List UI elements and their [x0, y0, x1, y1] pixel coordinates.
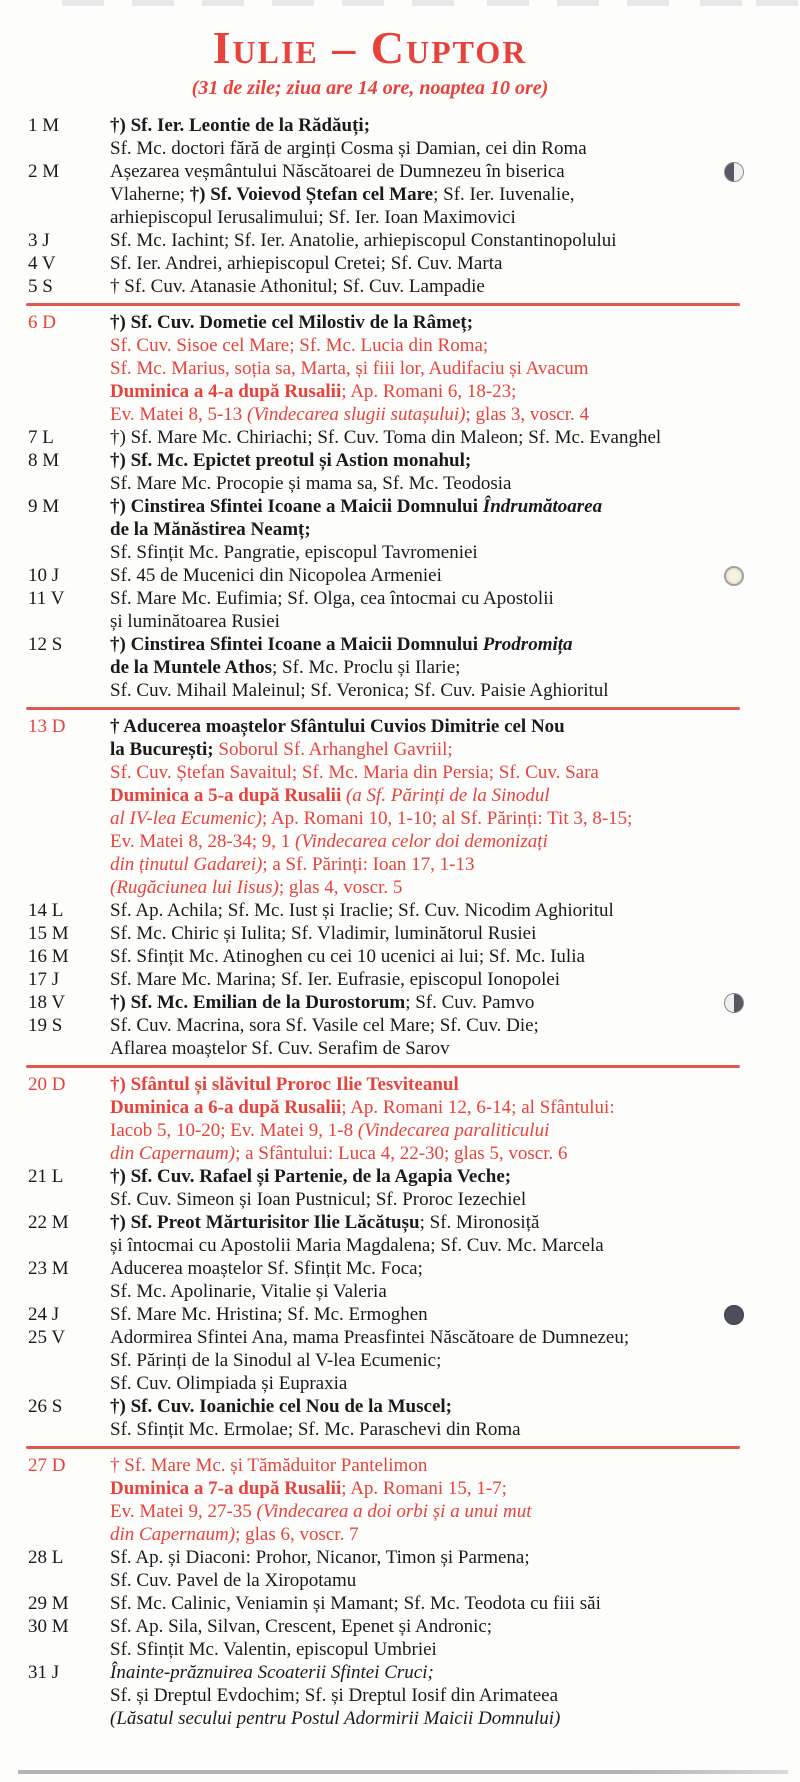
calendar-day-row	[0, 495, 800, 564]
day-entry-text	[110, 275, 800, 298]
calendar-day-row	[0, 1546, 800, 1592]
calendar-day-row	[0, 1073, 800, 1165]
day-entry-text	[110, 564, 800, 587]
scan-artifact	[202, 0, 244, 6]
day-entry-text	[110, 899, 800, 922]
day-entry-text	[110, 252, 800, 275]
entry-line: (Lăsatul secului pentru Postul Adormirii Maicii Domnului)	[110, 1708, 561, 1729]
entry-line: Înainte-prăznuirea Scoaterii Sfintei Cruci;	[110, 1662, 434, 1683]
entry-line: din Capernaum); a Sfântului: Luca 4, 22-30; glas 5, voscr. 6	[110, 1143, 568, 1164]
entry-line: Sf. Cuv. Ștefan Savaitul; Sf. Mc. Maria din Persia; Sf. Cuv. Sara	[110, 762, 599, 783]
entry-line: Sf. Cuv. Mihail Maleinul; Sf. Veronica; Sf. Cuv. Paisie Aghioritul	[110, 680, 609, 701]
day-label: 28 L	[28, 1547, 64, 1568]
calendar-day-row	[0, 114, 800, 160]
moon-first-quarter-icon	[724, 162, 744, 182]
day-entry-text	[110, 1454, 800, 1546]
entry-line: Sf. Mc. doctori fără de arginți Cosma și Damian, cei din Roma	[110, 138, 587, 159]
entry-line: Sf. Mare Mc. Hristina; Sf. Mc. Ermoghen	[110, 1304, 428, 1325]
entry-line: Sf. Mare Mc. Procopie și mama sa, Sf. Mc. Teodosia	[110, 473, 512, 494]
calendar-day-row	[0, 1592, 800, 1615]
day-entry-text	[110, 1165, 800, 1211]
calendar-day-row	[0, 564, 800, 587]
entry-line: †) Sf. Mare Mc. Chiriachi; Sf. Cuv. Toma din Maleon; Sf. Mc. Evanghel	[110, 427, 662, 448]
entry-line: Așezarea veșmântului Născătoarei de Dumnezeu în biserica	[110, 161, 565, 182]
entry-line: †) Sf. Cuv. Ioanichie cel Nou de la Muscel;	[110, 1396, 452, 1417]
entry-line: Sf. Sfințit Mc. Atinoghen cu cei 10 ucenici ai lui; Sf. Mc. Iulia	[110, 946, 585, 967]
scan-artifact	[627, 0, 669, 6]
scan-artifact	[132, 0, 174, 6]
day-entry-text	[110, 1546, 800, 1592]
day-entry-text	[110, 991, 800, 1014]
scan-artifact	[487, 0, 529, 6]
day-entry-text	[110, 1326, 800, 1395]
calendar-day-row	[0, 1326, 800, 1395]
entry-line: Sf. Părinți de la Sinodul al V-lea Ecumenic;	[110, 1350, 442, 1371]
entry-line: Sf. Ap. și Diaconi: Prohor, Nicanor, Timon și Parmena;	[110, 1547, 530, 1568]
calendar-day-row	[0, 899, 800, 922]
day-entry-text	[110, 1303, 800, 1326]
calendar-day-row	[0, 1615, 800, 1661]
day-entry-text	[110, 311, 800, 426]
entry-line: †) Sf. Preot Mărturisitor Ilie Lăcătușu; Sf. Mironosiță	[110, 1212, 540, 1233]
day-label: 30 M	[28, 1616, 69, 1637]
day-entry-text	[110, 587, 800, 633]
day-label: 9 M	[28, 496, 60, 517]
day-label: 27 D	[28, 1455, 66, 1476]
entry-line: Duminica a 6-a după Rusalii; Ap. Romani 12, 6-14; al Sfântului:	[110, 1097, 615, 1118]
entry-line: Sf. Cuv. Olimpiada și Eupraxia	[110, 1373, 348, 1394]
day-entry-text	[110, 945, 800, 968]
day-label: 18 V	[28, 992, 66, 1013]
page-header	[0, 0, 740, 101]
day-label: 12 S	[28, 634, 63, 655]
entry-line: †) Sf. Mc. Emilian de la Durostorum; Sf. Cuv. Pamvo	[110, 992, 535, 1013]
entry-line: și luminătoarea Rusiei	[110, 611, 280, 632]
page-title: Iulie – Cuptor	[212, 22, 528, 73]
entry-line: de la Mănăstirea Neamț;	[110, 519, 311, 540]
entry-line: Sf. Mc. Apolinarie, Vitalie și Valeria	[110, 1281, 387, 1302]
entry-line: Sf. Cuv. Sisoe cel Mare; Sf. Mc. Lucia din Roma;	[110, 335, 489, 356]
day-label: 17 J	[28, 969, 60, 990]
scan-artifact	[62, 0, 104, 6]
calendar-day-row	[0, 1014, 800, 1060]
entry-line: Sf. Cuv. Macrina, sora Sf. Vasile cel Mare; Sf. Cuv. Die;	[110, 1015, 539, 1036]
day-label: 13 D	[28, 716, 66, 737]
day-entry-text	[110, 426, 800, 449]
entry-line: din ținutul Gadarei); a Sf. Părinți: Ioan 17, 1-13	[110, 854, 475, 875]
entry-line: Aflarea moaștelor Sf. Cuv. Serafim de Sarov	[110, 1038, 450, 1059]
entry-line: la București; Soborul Sf. Arhanghel Gavriil;	[110, 739, 453, 760]
calendar-day-row	[0, 922, 800, 945]
entry-line: †) Cinstirea Sfintei Icoane a Maicii Domnului Prodromița	[110, 634, 573, 655]
entry-line: Sf. Sfințit Mc. Valentin, episcopul Umbriei	[110, 1639, 437, 1660]
sunday-separator-rule	[26, 1065, 740, 1068]
day-entry-text	[110, 1395, 800, 1441]
entry-line: †) Sfântul și slăvitul Proroc Ilie Tesviteanul	[110, 1074, 459, 1095]
day-label: 10 J	[28, 565, 60, 586]
calendar-day-row	[0, 252, 800, 275]
calendar-list	[0, 114, 800, 1730]
entry-line: Adormirea Sfintei Ana, mama Preasfintei Născătoare de Dumnezeu;	[110, 1327, 630, 1348]
day-entry-text	[110, 449, 800, 495]
entry-line: † Sf. Cuv. Atanasie Athonitul; Sf. Cuv. Lampadie	[110, 276, 485, 297]
entry-line: (Rugăciunea lui Iisus); glas 4, voscr. 5	[110, 877, 403, 898]
day-label: 26 S	[28, 1396, 63, 1417]
entry-line: al IV-lea Ecumenic); Ap. Romani 10, 1-10; al Sf. Părinți: Tit 3, 8-15;	[110, 808, 633, 829]
day-label: 8 M	[28, 450, 60, 471]
entry-line: Sf. Cuv. Simeon și Ioan Pustnicul; Sf. Proroc Iezechiel	[110, 1189, 527, 1210]
day-label: 14 L	[28, 900, 64, 921]
entry-line: Duminica a 4-a după Rusalii; Ap. Romani 6, 18-23;	[110, 381, 517, 402]
calendar-day-row	[0, 160, 800, 229]
day-label: 19 S	[28, 1015, 63, 1036]
day-label: 31 J	[28, 1662, 60, 1683]
entry-line: Duminica a 5-a după Rusalii (a Sf. Părinți de la Sinodul	[110, 785, 550, 806]
entry-line: Sf. Mc. Calinic, Veniamin și Mamant; Sf. Mc. Teodota cu fiii săi	[110, 1593, 601, 1614]
day-label: 11 V	[28, 588, 65, 609]
day-entry-text	[110, 1592, 800, 1615]
entry-line: †) Sf. Mc. Epictet preotul și Astion monahul;	[110, 450, 472, 471]
day-label: 7 L	[28, 427, 54, 448]
scan-artifact	[700, 0, 742, 6]
day-entry-text	[110, 633, 800, 702]
calendar-day-row	[0, 229, 800, 252]
entry-line: † Sf. Mare Mc. și Tămăduitor Pantelimon	[110, 1455, 428, 1476]
day-label: 15 M	[28, 923, 69, 944]
day-entry-text	[110, 1615, 800, 1661]
calendar-day-row	[0, 1454, 800, 1546]
entry-line: † Aducerea moaștelor Sfântului Cuvios Dimitrie cel Nou	[110, 716, 565, 737]
entry-line: †) Sf. Cuv. Dometie cel Milostiv de la Râmeț;	[110, 312, 474, 333]
day-label: 23 M	[28, 1258, 69, 1279]
calendar-day-row	[0, 449, 800, 495]
moon-last-quarter-icon	[724, 993, 744, 1013]
day-label: 24 J	[28, 1304, 60, 1325]
entry-line: Iacob 5, 10-20; Ev. Matei 9, 1-8 (Vindecarea paraliticului	[110, 1120, 550, 1141]
entry-line: †) Sf. Cuv. Rafael și Partenie, de la Agapia Veche;	[110, 1166, 512, 1187]
scan-artifact	[412, 0, 454, 6]
scan-artifact	[756, 0, 798, 6]
day-entry-text	[110, 922, 800, 945]
calendar-day-row	[0, 715, 800, 899]
entry-line: arhiepiscopul Ierusalimului; Sf. Ier. Ioan Maximovici	[110, 207, 516, 228]
day-entry-text	[110, 1014, 800, 1060]
entry-line: Sf. Mc. Marius, soția sa, Marta, și fiii lor, Audifaciu și Avacum	[110, 358, 589, 379]
day-entry-text	[110, 1073, 800, 1165]
calendar-day-row	[0, 633, 800, 702]
entry-line: Sf. și Dreptul Evdochim; Sf. și Dreptul Iosif din Arimateea	[110, 1685, 559, 1706]
day-entry-text	[110, 968, 800, 991]
entry-line: Vlaherne; †) Sf. Voievod Ștefan cel Mare; Sf. Ier. Iuvenalie,	[110, 184, 575, 205]
entry-line: și întocmai cu Apostolii Maria Magdalena; Sf. Cuv. Mc. Marcela	[110, 1235, 604, 1256]
entry-line: Sf. Mare Mc. Eufimia; Sf. Olga, cea întocmai cu Apostolii	[110, 588, 554, 609]
entry-line: †) Cinstirea Sfintei Icoane a Maicii Domnului Îndrumătoarea	[110, 496, 603, 517]
day-label: 21 L	[28, 1166, 64, 1187]
day-label: 1 M	[28, 115, 60, 136]
scan-artifact	[272, 0, 314, 6]
scan-artifact	[557, 0, 599, 6]
day-entry-text	[110, 1211, 800, 1257]
calendar-day-row	[0, 1257, 800, 1303]
calendar-day-row	[0, 991, 800, 1014]
entry-line: Sf. Cuv. Pavel de la Xiropotamu	[110, 1570, 357, 1591]
day-label: 3 J	[28, 230, 50, 251]
day-label: 20 D	[28, 1074, 66, 1095]
entry-line: de la Muntele Athos; Sf. Mc. Proclu și Ilarie;	[110, 657, 461, 678]
calendar-day-row	[0, 587, 800, 633]
day-label: 25 V	[28, 1327, 66, 1348]
day-label: 6 D	[28, 312, 56, 333]
page-subtitle: (31 de zile; ziua are 14 ore, noaptea 10 ore)	[191, 77, 549, 99]
page-bottom-rule	[18, 1770, 788, 1774]
entry-line: Ev. Matei 8, 5-13 (Vindecarea slugii sutașului); glas 3, voscr. 4	[110, 404, 590, 425]
scan-artifact	[342, 0, 384, 6]
entry-line: Sf. Sfințit Mc. Ermolae; Sf. Mc. Paraschevi din Roma	[110, 1419, 521, 1440]
calendar-day-row	[0, 311, 800, 426]
entry-line: Sf. Sfințit Mc. Pangratie, episcopul Tavromeniei	[110, 542, 478, 563]
calendar-day-row	[0, 968, 800, 991]
entry-line: Ev. Matei 8, 28-34; 9, 1 (Vindecarea celor doi demonizați	[110, 831, 548, 852]
sunday-separator-rule	[26, 303, 740, 306]
entry-line: Ev. Matei 9, 27-35 (Vindecarea a doi orbi și a unui mut	[110, 1501, 532, 1522]
entry-line: †) Sf. Ier. Leontie de la Rădăuți;	[110, 115, 371, 136]
entry-line: Sf. Mare Mc. Marina; Sf. Ier. Eufrasie, episcopul Ionopolei	[110, 969, 561, 990]
entry-line: Sf. Mc. Chiric și Iulita; Sf. Vladimir, luminătorul Rusiei	[110, 923, 537, 944]
calendar-day-row	[0, 1165, 800, 1211]
day-label: 16 M	[28, 946, 69, 967]
moon-new-icon	[724, 1305, 744, 1325]
entry-line: din Capernaum); glas 6, voscr. 7	[110, 1524, 359, 1545]
calendar-day-row	[0, 1303, 800, 1326]
calendar-day-row	[0, 1211, 800, 1257]
day-entry-text	[110, 715, 800, 899]
entry-line: Aducerea moaștelor Sf. Sfințit Mc. Foca;	[110, 1258, 423, 1279]
day-label: 29 M	[28, 1593, 69, 1614]
sunday-separator-rule	[26, 707, 740, 710]
entry-line: Duminica a 7-a după Rusalii; Ap. Romani 15, 1-7;	[110, 1478, 507, 1499]
day-entry-text	[110, 114, 800, 160]
day-entry-text	[110, 1661, 800, 1730]
day-label: 22 M	[28, 1212, 69, 1233]
day-entry-text	[110, 229, 800, 252]
day-entry-text	[110, 1257, 800, 1303]
calendar-day-row	[0, 1661, 800, 1730]
calendar-day-row	[0, 426, 800, 449]
moon-full-icon	[724, 566, 744, 586]
calendar-day-row	[0, 275, 800, 298]
day-entry-text	[110, 495, 800, 564]
entry-line: Sf. Ap. Achila; Sf. Mc. Iust și Iraclie; Sf. Cuv. Nicodim Aghioritul	[110, 900, 614, 921]
day-label: 2 M	[28, 161, 60, 182]
sunday-separator-rule	[26, 1446, 740, 1449]
entry-line: Sf. Ap. Sila, Silvan, Crescent, Epenet și Andronic;	[110, 1616, 493, 1637]
entry-line: Sf. Ier. Andrei, arhiepiscopul Cretei; Sf. Cuv. Marta	[110, 253, 503, 274]
entry-line: Sf. Mc. Iachint; Sf. Ier. Anatolie, arhiepiscopul Constantinopolului	[110, 230, 617, 251]
day-entry-text	[110, 160, 800, 229]
day-label: 4 V	[28, 253, 56, 274]
entry-line: Sf. 45 de Mucenici din Nicopolea Armeniei	[110, 565, 442, 586]
calendar-day-row	[0, 945, 800, 968]
day-label: 5 S	[28, 276, 53, 297]
calendar-day-row	[0, 1395, 800, 1441]
